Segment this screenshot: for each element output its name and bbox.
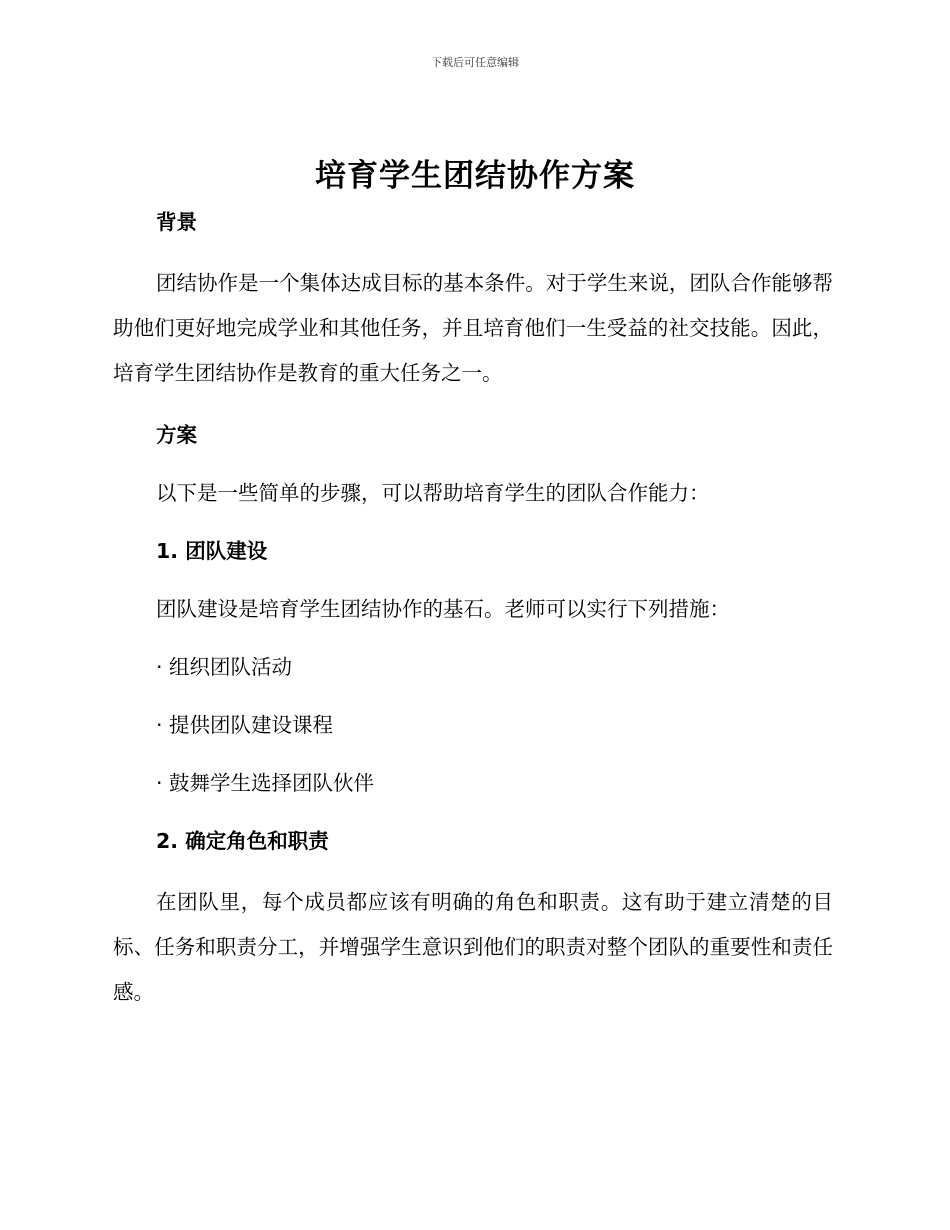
section-heading-background: 背景 [156,210,197,234]
list-item: · 鼓舞学生选择团队伙伴 [156,771,375,795]
document-body [113,204,833,1015]
step2-paragraph: 在团队里，每个成员都应该有明确的角色和职责。这有助于建立清楚的目标、任务和职责分工，并增强学生意识到他们的职责对整个团队的重要性和责任感。 [113,890,833,1004]
step1-intro: 团队建设是培育学生团结协作的基石。老师可以实行下列措施： [156,597,730,621]
section-heading-step2: 2. 确定角色和职责 [156,829,329,853]
header-note: 下载后可任意编辑 [431,56,519,69]
document-title: 培育学生团结协作方案 [315,158,635,194]
list-item: · 提供团队建设课程 [156,713,334,737]
list-item: · 组织团队活动 [156,655,293,679]
section-heading-plan: 方案 [156,423,197,447]
plan-intro: 以下是一些简单的步骤，可以帮助培育学生的团队合作能力： [156,481,710,505]
background-paragraph: 团结协作是一个集体达成目标的基本条件。对于学生来说，团队合作能够帮助他们更好地完成学业和其他任务，并且培育他们一生受益的社交技能。因此，培育学生团结协作是教育的重大任务之一。 [113,271,833,385]
section-heading-step1: 1. 团队建设 [156,539,268,563]
